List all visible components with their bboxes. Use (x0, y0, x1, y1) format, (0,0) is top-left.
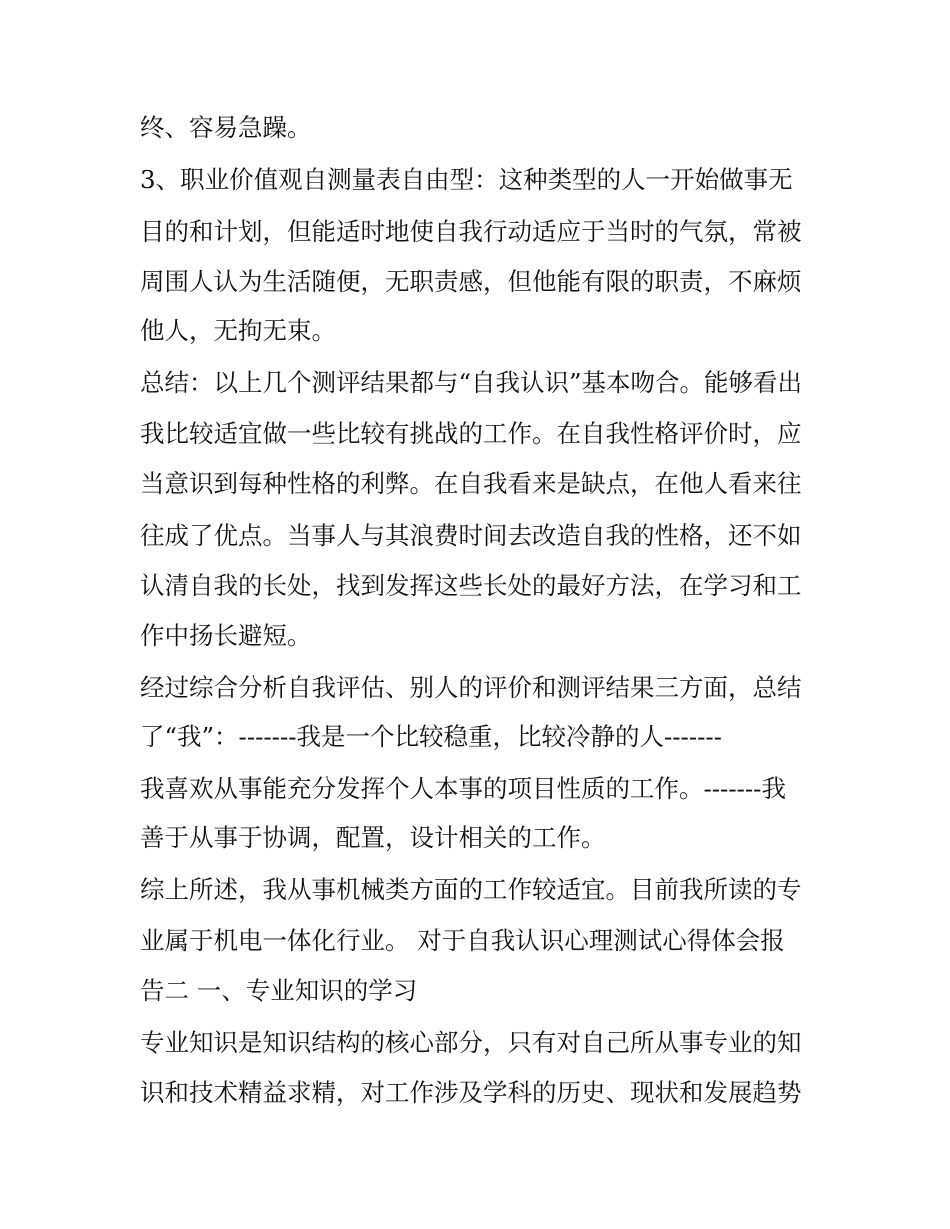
text-line: 总结：以上几个测评结果都与“自我认识”基本吻合。能够看出 (140, 368, 803, 397)
text-line: 业属于机电一体化行业。 对于自我认识心理测试心得体会报 (140, 926, 785, 955)
text-line: 我喜欢从事能充分发挥个人本事的项目性质的工作。-------我 (140, 774, 786, 803)
text-line: 我比较适宜做一些比较有挑战的工作。在自我性格评价时，应 (140, 419, 802, 448)
text-line: 告二 一、专业知识的学习 (140, 976, 418, 1005)
text-line: 综上所述，我从事机械类方面的工作较适宜。目前我所读的专 (140, 875, 802, 904)
text-line: 周围人认为生活随便，无职责感，但他能有限的职责，不麻烦 (140, 267, 802, 296)
text-line: 终、容易急躁。 (140, 113, 312, 142)
text-line: 作中扬长避短。 (140, 621, 312, 650)
text-line: 认清自我的长处，找到发挥这些长处的最好方法，在学习和工 (140, 571, 802, 600)
text-line: 专业知识是知识结构的核心部分，只有对自己所从事专业的知 (140, 1028, 802, 1057)
text-line: 当意识到每种性格的利弊。在自我看来是缺点，在他人看来往 (140, 469, 802, 498)
text-line: 善于从事于协调，配置，设计相关的工作。 (140, 823, 606, 852)
text-line: 经过综合分析自我评估、别人的评价和测评结果三方面，总结 (140, 673, 802, 702)
text-line: 识和技术精益求精，对工作涉及学科的历史、现状和发展趋势 (140, 1078, 802, 1107)
text-line: 3、职业价值观自测量表自由型：这种类型的人一开始做事无 (140, 165, 793, 194)
text-line: 往成了优点。当事人与其浪费时间去改造自我的性格，还不如 (140, 521, 802, 550)
text-line: 了“我”：-------我是一个比较稳重，比较冷静的人------- (140, 722, 722, 751)
text-line: 他人，无拘无束。 (140, 316, 336, 345)
text-line: 目的和计划，但能适时地使自我行动适应于当时的气氛，常被 (140, 217, 802, 246)
